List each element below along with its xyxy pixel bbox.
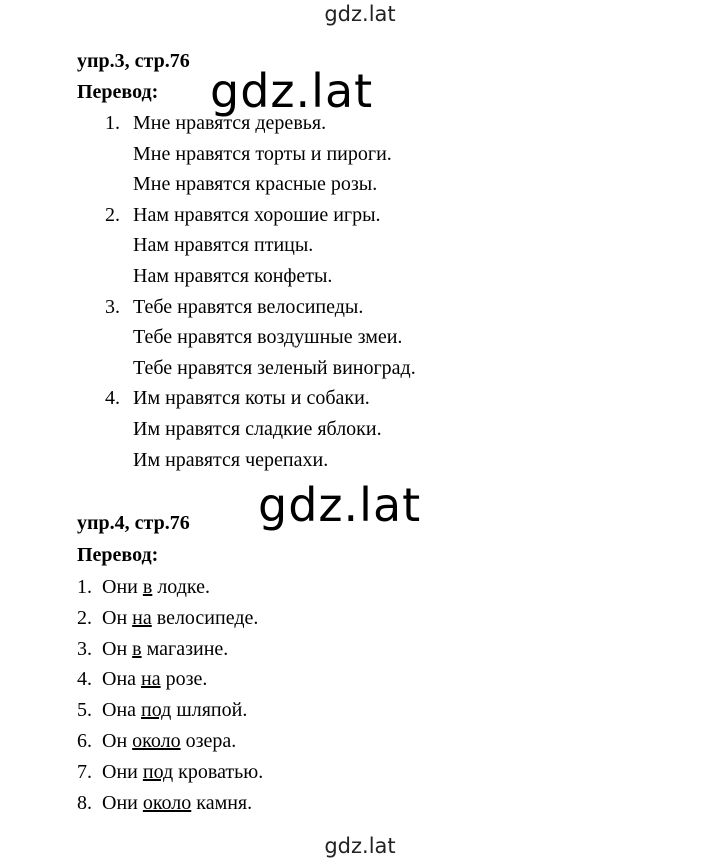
- sentence-text: Тебе нравятся велосипеды.: [133, 295, 364, 318]
- item-number: 4.: [105, 387, 120, 410]
- subject-text: Он: [102, 637, 128, 660]
- item-number: 1.: [77, 576, 92, 598]
- object-text: розе.: [165, 668, 208, 691]
- subject-text: Он: [102, 606, 128, 629]
- subject-text: Она: [102, 699, 137, 722]
- exercise-4-line: [77, 792, 252, 815]
- exercise-3-title: упр.3, стр.76: [77, 50, 190, 72]
- exercise-3-line: [133, 326, 402, 349]
- item-number: 5.: [77, 699, 92, 722]
- object-text: лодке.: [157, 576, 210, 598]
- exercise-4-line: [77, 761, 263, 784]
- watermark-large-1: gdz.lat: [210, 64, 374, 118]
- item-number: 6.: [77, 730, 92, 752]
- object-text: камня.: [196, 791, 253, 814]
- exercise-3-line: [133, 449, 328, 472]
- exercise-3-line: [133, 234, 313, 257]
- preposition-text: в: [132, 637, 142, 660]
- preposition-text: под: [141, 699, 172, 722]
- sentence-text: Мне нравятся торты и пироги.: [133, 142, 392, 165]
- subject-text: Они: [102, 760, 138, 783]
- exercise-3-line: [105, 387, 370, 410]
- sentence-text: Им нравятся черепахи.: [133, 448, 329, 471]
- object-text: шляпой.: [176, 699, 248, 722]
- sentence-text: Нам нравятся птицы.: [133, 234, 314, 257]
- exercise-4-line: [77, 576, 210, 599]
- item-number: 2.: [105, 203, 120, 226]
- preposition-text: в: [142, 576, 153, 598]
- exercise-3-line: [133, 265, 332, 288]
- watermark-bottom: gdz.lat: [324, 834, 396, 858]
- subject-text: Они: [102, 576, 138, 598]
- object-text: озера.: [185, 730, 237, 752]
- preposition-text: около: [142, 791, 192, 814]
- exercise-3-subtitle: Перевод:: [77, 81, 159, 103]
- watermark-top: gdz.lat: [324, 2, 396, 26]
- sentence-text: Нам нравятся хорошие игры.: [133, 203, 381, 226]
- sentence-text: Нам нравятся конфеты.: [133, 265, 333, 287]
- exercise-4-line: [77, 638, 228, 661]
- watermark-large-2: gdz.lat: [258, 478, 422, 532]
- exercise-4-title: упр.4, стр.76: [77, 512, 190, 534]
- item-number: 1.: [105, 112, 120, 134]
- item-number: 4.: [77, 668, 92, 691]
- subject-text: Она: [102, 668, 137, 691]
- subject-text: Он: [102, 730, 128, 752]
- subject-text: Они: [102, 791, 138, 814]
- exercise-3-line: [133, 418, 382, 441]
- exercise-4-line: [77, 607, 258, 630]
- exercise-4-line: [77, 668, 207, 691]
- preposition-text: под: [142, 760, 174, 783]
- sentence-text: Мне нравятся красные розы.: [133, 173, 378, 196]
- exercise-3-line: [133, 357, 416, 380]
- sentence-text: Мне нравятся деревья.: [133, 112, 327, 134]
- sentence-text: Тебе нравятся воздушные змеи.: [133, 326, 403, 349]
- exercise-3-line: [133, 143, 392, 166]
- item-number: 3.: [105, 295, 120, 318]
- preposition-text: на: [141, 668, 161, 691]
- sentence-text: Им нравятся коты и собаки.: [133, 387, 370, 410]
- exercise-4-line: [77, 699, 247, 722]
- exercise-3-line: [133, 173, 377, 196]
- item-number: 8.: [77, 791, 92, 814]
- exercise-3-line: [105, 295, 364, 319]
- item-number: 3.: [77, 637, 92, 660]
- exercise-4-subtitle: Перевод:: [77, 544, 159, 566]
- exercise-3-line: [105, 112, 327, 135]
- sentence-text: Им нравятся сладкие яблоки.: [133, 418, 382, 440]
- exercise-3-line: [105, 203, 381, 227]
- item-number: 2.: [77, 606, 92, 629]
- object-text: велосипеде.: [156, 606, 259, 629]
- sentence-text: Тебе нравятся зеленый виноград.: [133, 356, 416, 379]
- exercise-4-line: [77, 730, 236, 753]
- object-text: кроватью.: [178, 760, 264, 783]
- object-text: магазине.: [146, 637, 229, 660]
- item-number: 7.: [77, 760, 92, 783]
- preposition-text: на: [132, 606, 152, 629]
- preposition-text: около: [132, 730, 181, 752]
